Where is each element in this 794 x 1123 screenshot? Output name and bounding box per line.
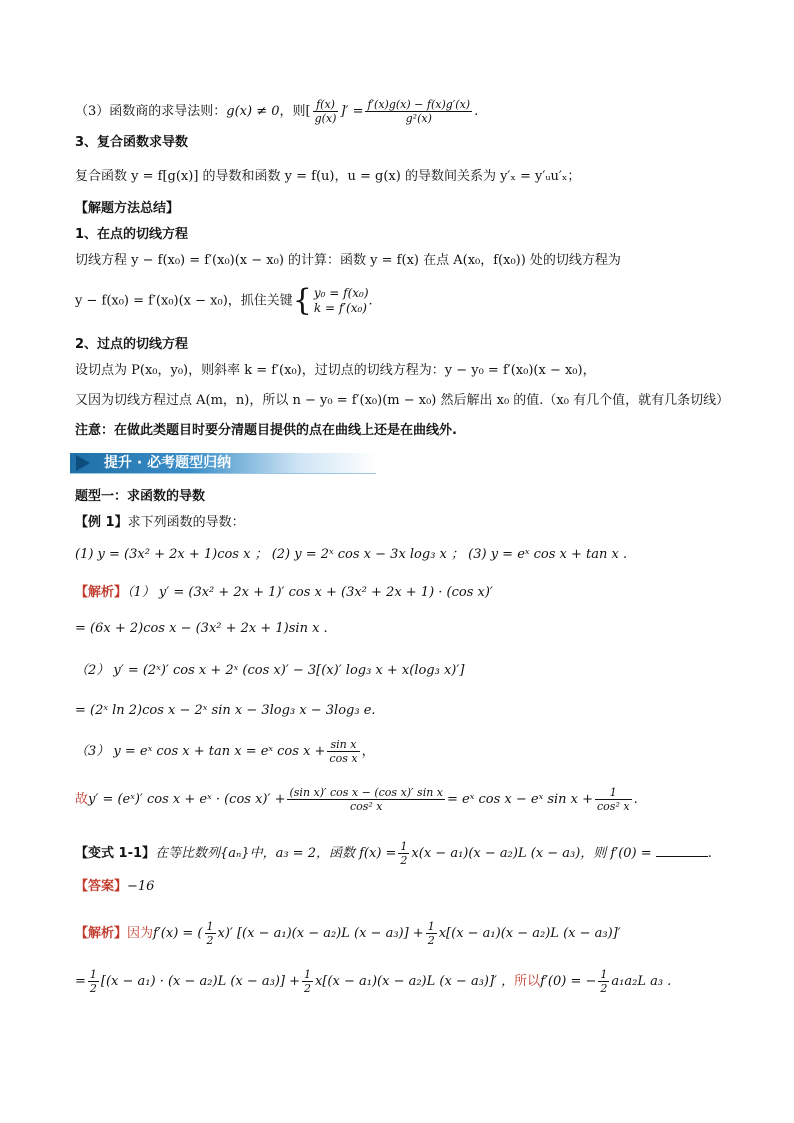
quotient-rule-line <box>75 98 478 125</box>
answer-blank <box>656 844 708 857</box>
math: y′ = (eˣ)′ cos x + eˣ · (cos x)′ + <box>88 792 286 807</box>
denominator: 2 <box>206 934 214 947</box>
answer-line <box>75 878 154 896</box>
text: 因为 <box>127 926 154 941</box>
answer-value: −16 <box>127 879 155 894</box>
note: 注意：在做此类题目时要分清题目提供的点在曲线上还是在曲线外. <box>75 423 457 438</box>
numerator: 1 <box>400 840 408 853</box>
math: = eˣ cos x − eˣ sin x + <box>447 792 594 807</box>
math: f′(0) = − <box>540 974 597 989</box>
answer-tag: 【答案】 <box>75 879 128 894</box>
solution-tag: 【解析】 <box>75 926 128 941</box>
text: . <box>368 293 373 309</box>
math: （1） y′ = (3x² + 2x + 1)′ cos x + (3x² + 2x + 1) · (cos x)′ <box>127 585 493 600</box>
math: x[(x − a₁)(x − a₂)L (x − a₃)]′ <box>438 926 621 941</box>
text: y − f(x₀) = f′(x₀)(x − x₀)，抓住关键 <box>75 293 293 309</box>
solution-2-line-2 <box>75 968 671 995</box>
example-1 <box>75 514 245 532</box>
heading-tangent-at-point: 1、在点的切线方程 <box>75 227 189 242</box>
denominator: 2 <box>400 854 408 867</box>
numerator: 1 <box>600 968 608 981</box>
text: 求下列函数的导数： <box>127 515 245 530</box>
text: 所以 <box>514 974 541 989</box>
math: = <box>75 974 86 989</box>
solution-2-line-1 <box>75 920 621 947</box>
denominator: g(x) <box>314 112 337 125</box>
section-banner <box>70 453 376 473</box>
fraction <box>88 968 99 995</box>
denominator: cos² x <box>349 800 383 813</box>
numerator: 1 <box>427 920 435 933</box>
numerator: 1 <box>304 968 312 981</box>
through-line-1: 设切点为 P(x₀，y₀)，则斜率 k = f′(x₀)，过切点的切线方程为：y − y₀ = f′(x₀)(x − x₀)， <box>75 363 596 378</box>
solution-line-3: （2） y′ = (2ˣ)′ cos x + 2ˣ (cos x)′ − 3[(x)′ log₃ x + x(log₃ x)′] <box>75 663 465 678</box>
eq1: y₀ = f(x₀) <box>313 286 369 300</box>
numerator: f′(x)g(x) − f(x)g′(x) <box>367 98 471 111</box>
solution-line-1 <box>75 584 493 602</box>
fraction <box>595 786 632 813</box>
composite-line: 复合函数 y = f[g(x)] 的导数和函数 y = f(u)，u = g(x) 的导数间关系为 y′ₓ = y′ᵤu′ₓ； <box>75 169 581 184</box>
denominator: 2 <box>89 982 97 995</box>
heading-method: 【解题方法总结】 <box>75 201 180 216</box>
fraction <box>598 968 609 995</box>
denominator: g²(x) <box>405 112 432 125</box>
solution-line-6 <box>75 786 638 813</box>
tangent-line-1: 切线方程 y − f(x₀) = f′(x₀)(x − x₀) 的计算：函数 y = f(x) 在点 A(x₀，f(x₀)) 处的切线方程为 <box>75 253 621 268</box>
denominator: cos² x <box>597 800 630 813</box>
banner-title: 提升 · 必考题型归纳 <box>104 455 232 471</box>
type-heading: 题型一：求函数的导数 <box>75 489 206 504</box>
math: g(x) ≠ 0 <box>226 104 280 119</box>
text: . <box>633 792 638 807</box>
numerator: sin x <box>327 738 359 752</box>
numerator: 1 <box>89 968 97 981</box>
fraction <box>398 840 409 867</box>
denominator: 2 <box>600 982 608 995</box>
solution-line-5 <box>75 738 375 765</box>
text: . <box>474 104 479 119</box>
math: a₁a₂L a₃ . <box>611 974 672 989</box>
text: ，则[ <box>279 104 311 119</box>
fraction <box>365 98 472 125</box>
math: [(x − a₁) · (x − a₂)L (x − a₃)] + <box>100 974 301 989</box>
through-line-2: 又因为切线方程过点 A(m，n)，所以 n − y₀ = f′(x₀)(m − x₀) 然后解出 x₀ 的值.（x₀ 有几个值，就有几条切线） <box>75 393 730 408</box>
denominator: 2 <box>427 934 435 947</box>
tangent-line-2 <box>75 283 373 318</box>
math: f′(x) = ( <box>153 926 203 941</box>
example-tag: 【例 1】 <box>75 515 128 530</box>
heading-composite: 3、复合函数求导数 <box>75 135 189 150</box>
eq2: k = f′(x₀) <box>313 301 367 315</box>
variant-1-1 <box>75 840 712 867</box>
numerator: 1 <box>206 920 214 933</box>
math: 在等比数列{aₙ}中，a₃ = 2，函数 f(x) = <box>155 846 397 861</box>
brace: { <box>292 283 312 318</box>
variant-tag: 【变式 1-1】 <box>75 846 156 861</box>
fraction <box>287 786 445 813</box>
banner-arrow-icon <box>76 455 90 471</box>
fraction <box>313 98 339 125</box>
fraction <box>327 738 359 765</box>
fraction <box>426 920 437 947</box>
numerator: (sin x)′ cos x − (cos x)′ sin x <box>289 786 444 799</box>
solution-tag: 【解析】 <box>75 585 128 600</box>
text: 故 <box>75 792 89 807</box>
text: （3）函数商的求导法则： <box>75 104 227 119</box>
equation-system <box>314 286 369 316</box>
solution-line-2: = (6x + 2)cos x − (3x² + 2x + 1)sin x . <box>75 621 328 636</box>
math: （3） y = eˣ cos x + tan x = eˣ cos x + <box>75 744 326 759</box>
banner-underline <box>70 473 376 474</box>
text: . <box>707 846 712 861</box>
math: x)′ [(x − a₁)(x − a₂)L (x − a₃)] + <box>217 926 424 941</box>
text: ， <box>361 744 375 759</box>
fraction <box>205 920 216 947</box>
fraction <box>302 968 313 995</box>
denominator: 2 <box>304 982 312 995</box>
example-1-questions: (1) y = (3x² + 2x + 1)cos x ； (2) y = 2ˣ cos x − 3x log₃ x ； (3) y = eˣ cos x + tan x . <box>75 547 628 562</box>
heading-tangent-through-point: 2、过点的切线方程 <box>75 337 189 352</box>
numerator: 1 <box>595 786 632 800</box>
math: ]′ = <box>340 104 364 119</box>
numerator: f(x) <box>313 98 339 112</box>
solution-line-4: = (2ˣ ln 2)cos x − 2ˣ sin x − 3log₃ x − 3log₃ e. <box>75 703 376 718</box>
math: x(x − a₁)(x − a₂)L (x − a₃)，则 f′(0) = <box>411 846 652 861</box>
math: x[(x − a₁)(x − a₂)L (x − a₃)]′ ， <box>315 974 515 989</box>
denominator: cos x <box>329 752 358 765</box>
